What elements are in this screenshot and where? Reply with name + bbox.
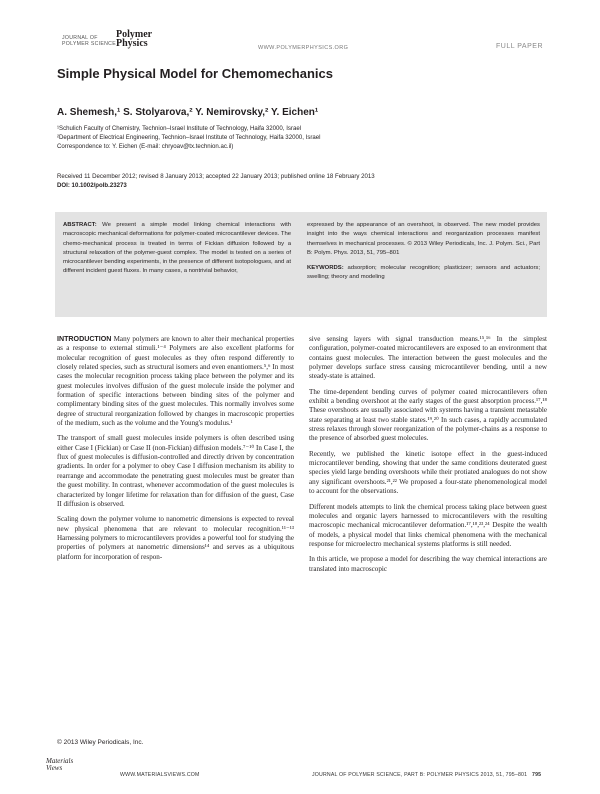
- section-label: FULL PAPER: [495, 43, 543, 50]
- keywords-text: adsorption; molecular recognition; plasticizer; sensors and actuators; swelling; theory and modeling: [307, 265, 540, 281]
- paragraph: The time-dependent bending curves of polymer coated microcantilevers often exhibit a bending overshoot at the early stages of the guest absorption process.¹⁷,¹⁸ These overshoots are usually associated with systems having a transient metastable state separating at least two stable states.¹⁹,²⁰ In such cases, a rapidly accumulated stress relaxes through slower reorganization of the polymer-chains as a response to the presence of absorbed guest molecules.: [309, 387, 547, 443]
- abstract-text-right: expressed by the appearance of an overshoot, is observed. The new model provides insight into the ways chemical interactions and reorganization processes manifest themselves in mechanical processes. © 2013 Wiley Periodicals, Inc. J. Polym. Sci., Part B: Polym. Phys. 2013, 51, 795–801: [307, 222, 540, 256]
- materials-views-logo: Materials Views: [46, 757, 74, 772]
- paragraph-text: Scaling down the polymer volume to nanometric dimensions is expected to reveal new physical phenomena that are relevant to molecular recognition.¹¹⁻¹³ Harnessing polymers to microcantilevers provides a powerful tool for studying the properties of polymers at nanometric dimensions¹⁴ and serves as a ubiquitous platform for incorporation of respon-: [57, 515, 294, 561]
- paragraph-text: The transport of small guest molecules inside polymers is often described using either Case I (Fickian) or Case II (non-Fickian) diffusion models.⁷⁻¹⁰ In Case I, the flux of guest molecules is diffusion-controlled and directly driven by concentration gradients. In order for a polymer to obey Case I diffusion mechanism its ability to rearrange and accommodate the penetrating guest molecules must be greater than the guest mobility. In contrast, whenever accommodation of the guest molecules is characterized by longer lifetime for relaxation than for diffusion of the guest, Case II diffusion is observed.: [57, 434, 294, 508]
- abstract-right: [307, 221, 540, 283]
- authors: A. Shemesh,¹ S. Stolyarova,² Y. Nemirovsky,² Y. Eichen¹: [57, 107, 319, 118]
- correspondence: Correspondence to: Y. Eichen (E-mail: chryoav@tx.technion.ac.il): [57, 143, 234, 150]
- paragraph: [57, 434, 294, 509]
- journal-line-1: JOURNAL OF: [62, 35, 98, 41]
- copyright: © 2013 Wiley Periodicals, Inc.: [57, 739, 144, 746]
- footer-url[interactable]: WWW.MATERIALSVIEWS.COM: [120, 772, 200, 778]
- paragraph: Different models attempts to link the chemical process taking place between guest molecules and organic layers harnessed to microcantilevers with the resulting macroscopic mechanical microcantilever deformation.¹⁷,¹⁸,²³,²⁴ Despite the wealth of models, a physical model that links chemical phenomena with the mechanical response for microelectro mechanical systems platforms is still needed.: [309, 502, 547, 548]
- intro-heading: INTRODUCTION: [57, 335, 112, 343]
- keywords-label: KEYWORDS:: [307, 265, 344, 272]
- logo-line-2: Physics: [116, 38, 148, 49]
- doi[interactable]: DOI: 10.1002/polb.23273: [57, 182, 127, 189]
- abstract-left: [63, 221, 291, 277]
- paragraph: [57, 515, 294, 562]
- page-title: Simple Physical Model for Chemomechanics: [57, 66, 333, 81]
- affiliation-1: ¹Schulich Faculty of Chemistry, Technion–Israel Institute of Technology, Haifa 32000, Israel: [57, 125, 302, 132]
- abstract-text-left: We present a simple model linking chemical interactions with macroscopic mechanical deformations for polymer-coated microcantilever devices. The chemo-mechanical process is treated in terms of Fickian diffusion followed by a structural relaxation of the polymer-guest complex. The model is tested on a series of microcantilever bending experiments, in the presence of different isotopologues, and at different incident guest fluxes. In many cases, a nontrivial behavior,: [63, 222, 291, 275]
- keywords: [307, 264, 540, 283]
- paragraph-text: Many polymers are known to alter their mechanical properties as a response to external stimuli.¹⁻⁴ Polymers are also excellent platforms for molecular recognition of guest molecules as they often respond differently to closely related species, such as structural isomers and even enantiomers.⁵,⁶ In most cases the molecular recognition process taking place between the polymer and its guest molecules involves diffusion of the guest molecule inside the polymer and formation of specific interactions between binding sites of the polymer and complimentary binding sites of the guest molecules. This normally involves some degree of structural reorganization followed by changes in macroscopic properties of the medium, such as the volume and the Young's modulus.¹: [57, 335, 294, 428]
- paragraph: sive sensing layers with signal transduction means.¹⁵,¹⁶ In the simplest configuration, polymer-coated microcantilevers are exposed to an environment that contains guest molecules. The interaction between the guest molecules and the polymer develops surface stress causing microcantilever bending, until a new steady-state is attained.: [309, 335, 547, 381]
- page-number: 795: [532, 772, 542, 778]
- journal-name-small: [62, 35, 116, 47]
- logo-line-1: Polymer: [116, 29, 153, 40]
- footer-journal-ref: JOURNAL OF POLYMER SCIENCE, PART B: POLYMER PHYSICS 2013, 51, 795–801: [312, 772, 528, 778]
- journal-url[interactable]: WWW.POLYMERPHYSICS.ORG: [258, 45, 349, 51]
- affiliation-2: ²Department of Electrical Engineering, Technion–Israel Institute of Technology, Haifa 32000, Israel: [57, 134, 321, 141]
- article-dates: [57, 172, 557, 190]
- journal-logo: [116, 30, 152, 48]
- paragraph: [57, 335, 294, 428]
- body-right-column: [309, 335, 547, 580]
- affiliations: [57, 124, 557, 151]
- paragraph: Recently, we published the kinetic isotope effect in the guest-induced microcantilever bending, showing that under the same conditions deuterated guest species yield large bending overshoots while their protiated analogues do not show any significant overshoots.²¹,²² We proposed a four-state phenomenological model to account for the observations.: [309, 449, 547, 496]
- abstract-label: ABSTRACT:: [63, 222, 97, 228]
- journal-line-2: POLYMER SCIENCE: [62, 41, 116, 47]
- body-left-column: [57, 335, 294, 568]
- paragraph: In this article, we propose a model for describing the way chemical interactions are translated into macroscopic: [309, 555, 547, 573]
- received-dates: Received 11 December 2012; revised 8 January 2013; accepted 22 January 2013; published online 18 February 2013: [57, 173, 375, 180]
